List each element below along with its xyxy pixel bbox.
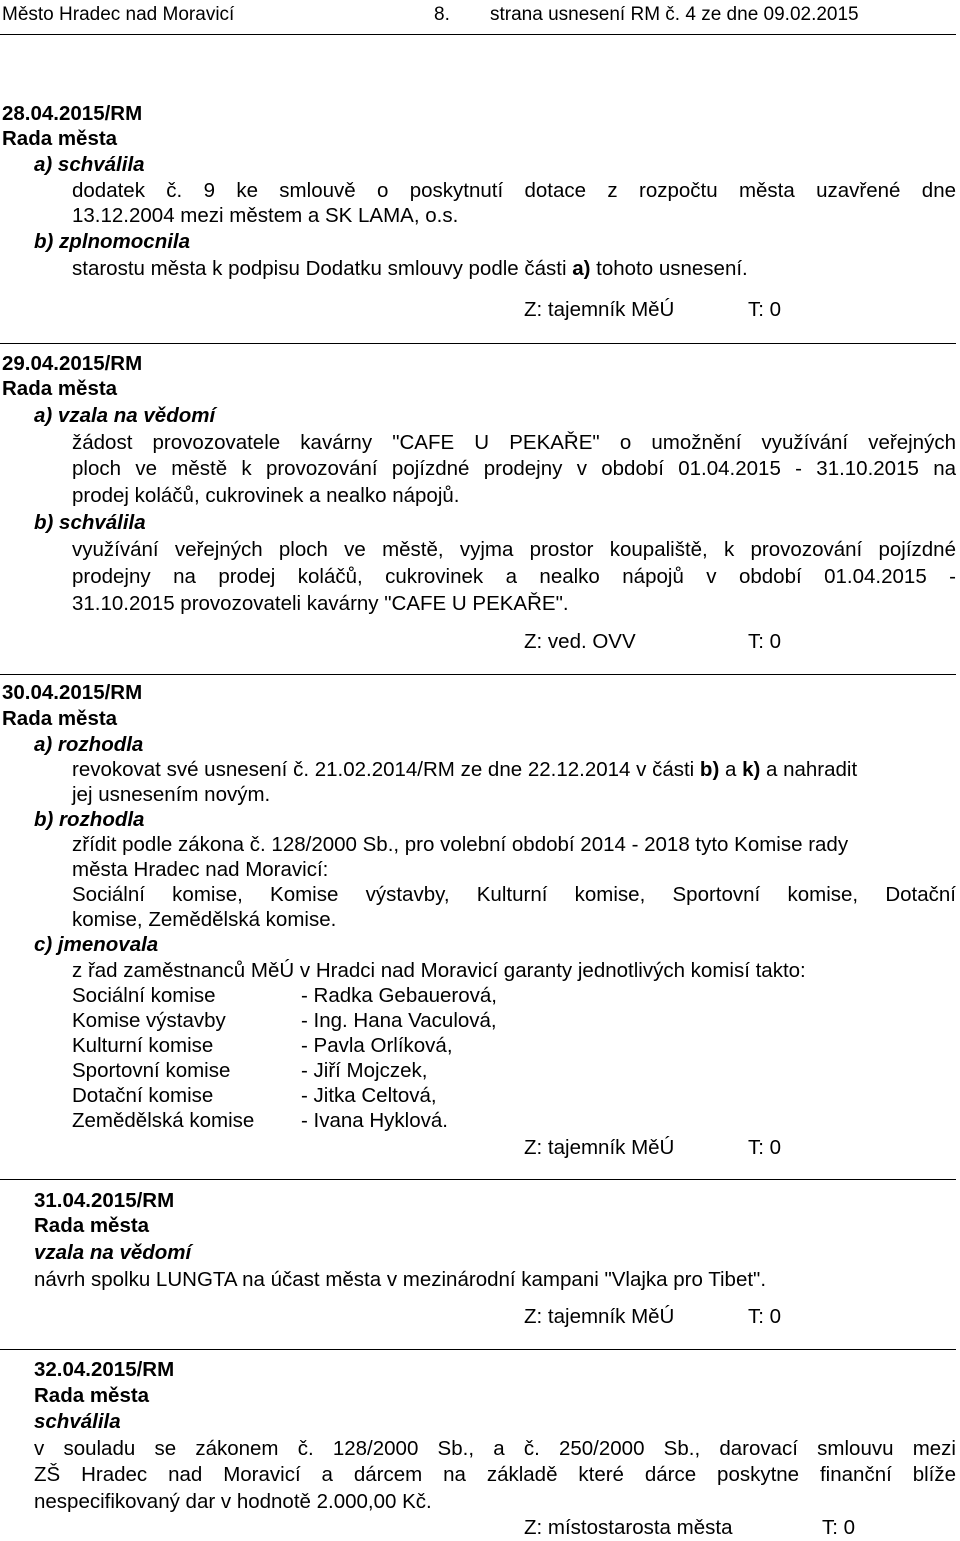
deadline: T: 0 bbox=[748, 1305, 782, 1328]
section-text-line: prodejny na prodej koláčů, cukrovinek a nealko nápojů v období 01.04.2015 - bbox=[72, 565, 956, 588]
section-text-line: ploch ve městě k provozování pojízdné prodejny v období 01.04.2015 - 31.10.2015 na bbox=[72, 457, 956, 480]
resolution-body: Rada města bbox=[2, 127, 118, 150]
committee-guarantor: - Ing. Hana Vaculová, bbox=[301, 1009, 497, 1032]
section-label: vzala na vědomí bbox=[34, 1241, 192, 1264]
section-text-line: prodej koláčů, cukrovinek a nealko nápojů. bbox=[72, 484, 460, 507]
section-text-line: zřídit podle zákona č. 128/2000 Sb., pro volební období 2014 - 2018 tyto Komise rady bbox=[72, 833, 849, 856]
section-text-line: Sociální komise, Komise výstavby, Kulturní komise, Sportovní komise, Dotační bbox=[72, 883, 956, 906]
resolution-number: 28.04.2015/RM bbox=[2, 102, 143, 125]
section-text-line: z řad zaměstnanců MěÚ v Hradci nad Moravicí garanty jednotlivých komisí takto: bbox=[72, 959, 806, 982]
section-text-line: jej usnesením novým. bbox=[72, 783, 271, 806]
section-text-line: starostu města k podpisu Dodatku smlouvy podle části a) tohoto usnesení. bbox=[72, 257, 748, 280]
section-text-line: revokovat své usnesení č. 21.02.2014/RM ze dne 22.12.2014 v části b) a k) a nahradit bbox=[72, 758, 858, 781]
page-header bbox=[0, 4, 960, 28]
section-text-line: komise, Zemědělská komise. bbox=[72, 908, 337, 931]
section-label: c) jmenovala bbox=[34, 933, 159, 956]
committee-name: Zemědělská komise bbox=[72, 1109, 255, 1132]
section-text-line: návrh spolku LUNGTA na účast města v mezinárodní kampani "Vlajka pro Tibet". bbox=[34, 1268, 767, 1291]
responsible-person: Z: tajemník MěÚ bbox=[524, 1305, 675, 1328]
committee-name: Komise výstavby bbox=[72, 1009, 226, 1032]
committee-guarantor: - Pavla Orlíková, bbox=[301, 1034, 453, 1057]
committee-guarantor: - Radka Gebauerová, bbox=[301, 984, 498, 1007]
section-text-line: 31.10.2015 provozovateli kavárny "CAFE U PEKAŘE". bbox=[72, 592, 569, 615]
header-title: Město Hradec nad Moravicí bbox=[2, 4, 235, 25]
resolution-body: Rada města bbox=[34, 1214, 150, 1237]
separator bbox=[0, 674, 956, 675]
header-subtitle: strana usnesení RM č. 4 ze dne 09.02.2015 bbox=[490, 4, 859, 25]
header-rule bbox=[0, 34, 956, 35]
section-text-line: ZŠ Hradec nad Moravicí a dárcem na základě které dárce poskytne finanční blíže bbox=[34, 1463, 956, 1486]
deadline: T: 0 bbox=[748, 630, 782, 653]
section-label: b) rozhodla bbox=[34, 808, 145, 831]
responsible-person: Z: místostarosta města bbox=[524, 1516, 733, 1539]
section-text-line: žádost provozovatele kavárny "CAFE U PEKAŘE" o umožnění využívání veřejných bbox=[72, 431, 956, 454]
responsible-person: Z: tajemník MěÚ bbox=[524, 1136, 675, 1159]
committee-guarantor: - Jitka Celtová, bbox=[301, 1084, 437, 1107]
committee-name: Kulturní komise bbox=[72, 1034, 214, 1057]
section-text-line: města Hradec nad Moravicí: bbox=[72, 858, 329, 881]
section-label: b) schválila bbox=[34, 511, 146, 534]
responsible-person: Z: ved. OVV bbox=[524, 630, 636, 653]
separator bbox=[0, 343, 956, 344]
section-label: a) schválila bbox=[34, 153, 145, 176]
section-text-line: v souladu se zákonem č. 128/2000 Sb., a č. 250/2000 Sb., darovací smlouvu mezi bbox=[34, 1437, 956, 1460]
committee-guarantor: - Ivana Hyklová. bbox=[301, 1109, 448, 1132]
section-label: schválila bbox=[34, 1410, 121, 1433]
resolution-number: 31.04.2015/RM bbox=[34, 1189, 175, 1212]
resolution-body: Rada města bbox=[2, 707, 118, 730]
section-text-line: využívání veřejných ploch ve městě, vyjma prostor koupaliště, k provozování pojízdné bbox=[72, 538, 956, 561]
deadline: T: 0 bbox=[748, 1136, 782, 1159]
committee-name: Sociální komise bbox=[72, 984, 216, 1007]
resolution-number: 29.04.2015/RM bbox=[2, 352, 143, 375]
committee-name: Sportovní komise bbox=[72, 1059, 231, 1082]
responsible-person: Z: tajemník MěÚ bbox=[524, 298, 675, 321]
deadline: T: 0 bbox=[822, 1516, 856, 1539]
section-label: a) vzala na vědomí bbox=[34, 404, 216, 427]
resolution-number: 32.04.2015/RM bbox=[34, 1358, 175, 1381]
resolution-number: 30.04.2015/RM bbox=[2, 681, 143, 704]
resolution-body: Rada města bbox=[2, 377, 118, 400]
section-label: a) rozhodla bbox=[34, 733, 144, 756]
deadline: T: 0 bbox=[748, 298, 782, 321]
separator bbox=[0, 1179, 956, 1180]
section-text-line: 13.12.2004 mezi městem a SK LAMA, o.s. bbox=[72, 204, 459, 227]
header-page-number: 8. bbox=[434, 4, 450, 25]
section-text-line: nespecifikovaný dar v hodnotě 2.000,00 Kč. bbox=[34, 1490, 432, 1513]
committee-name: Dotační komise bbox=[72, 1084, 214, 1107]
committee-guarantor: - Jiří Mojczek, bbox=[301, 1059, 428, 1082]
section-label: b) zplnomocnila bbox=[34, 230, 191, 253]
resolution-body: Rada města bbox=[34, 1384, 150, 1407]
separator bbox=[0, 1349, 956, 1350]
section-text-line: dodatek č. 9 ke smlouvě o poskytnutí dotace z rozpočtu města uzavřené dne bbox=[72, 179, 956, 202]
